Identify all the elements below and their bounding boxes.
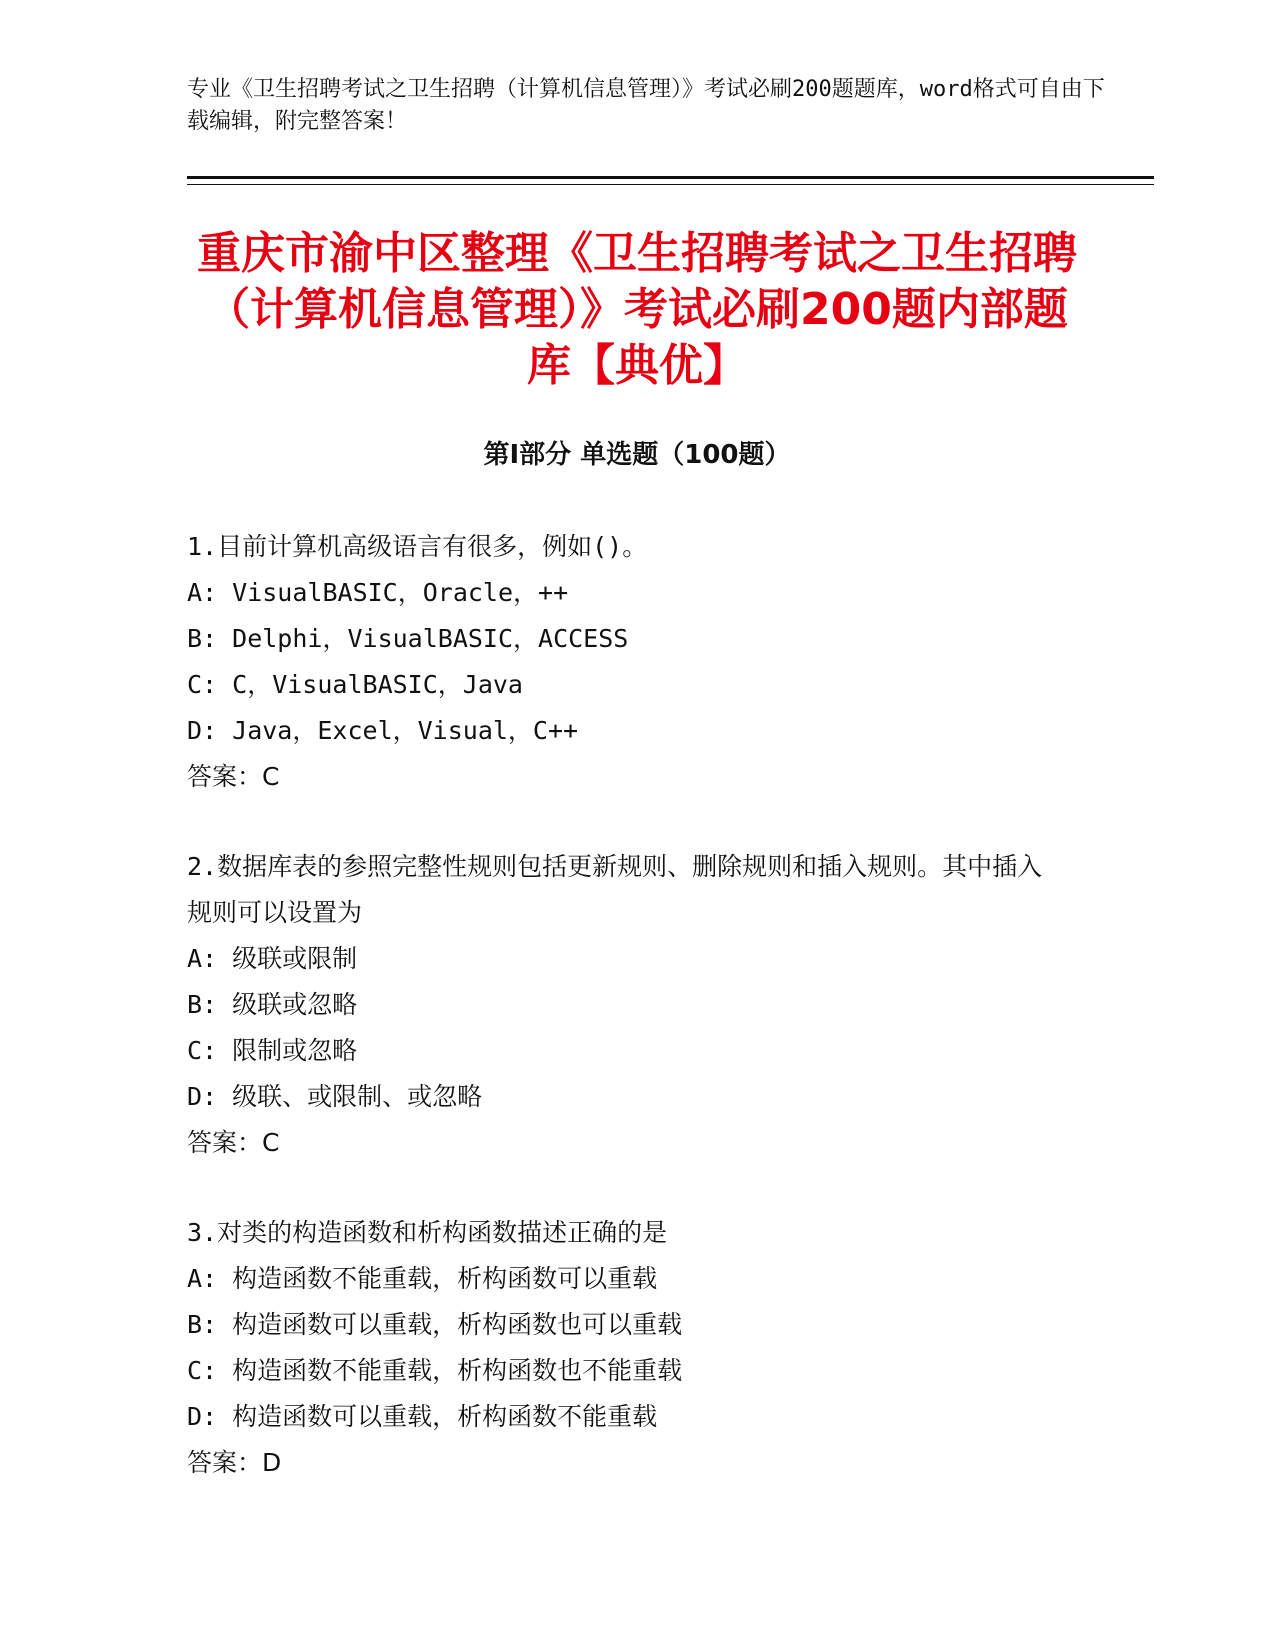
option-b: B: 构造函数可以重载，析构函数也可以重载	[187, 1310, 683, 1339]
option-c: C: C，VisualBASIC，Java	[187, 670, 523, 699]
option-c: C: 构造函数不能重载，析构函数也不能重载	[187, 1356, 683, 1385]
option-a: A: VisualBASIC，Oracle，++	[187, 578, 569, 607]
answer: 答案：C	[187, 762, 280, 791]
question-2	[187, 844, 1067, 1166]
question-list	[187, 524, 1067, 1530]
answer: 答案：D	[187, 1448, 282, 1477]
question-stem: 2.数据库表的参照完整性规则包括更新规则、删除规则和插入规则。其中插入规则可以设置为	[187, 852, 1043, 927]
option-d: D: 构造函数可以重载，析构函数不能重载	[187, 1402, 658, 1431]
option-a: A: 构造函数不能重载，析构函数可以重载	[187, 1264, 658, 1293]
question-stem: 1.目前计算机高级语言有很多，例如()。	[187, 532, 648, 561]
option-b: B: Delphi，VisualBASIC，ACCESS	[187, 624, 629, 653]
header-divider-thick	[187, 176, 1154, 179]
answer: 答案：C	[187, 1128, 280, 1157]
question-3	[187, 1210, 1067, 1486]
document-title: 重庆市渝中区整理《卫生招聘考试之卫生招聘（计算机信息管理）》考试必刷200题内部题库【典优】	[197, 228, 1077, 391]
option-b: B: 级联或忽略	[187, 990, 358, 1019]
section-heading: 第Ⅰ部分 单选题（100题）	[483, 440, 791, 470]
question-stem: 3.对类的构造函数和析构函数描述正确的是	[187, 1218, 668, 1247]
option-c: C: 限制或忽略	[187, 1036, 358, 1065]
question-1	[187, 524, 1067, 800]
option-d: D: Java，Excel，Visual，C++	[187, 716, 579, 745]
header-note: 专业《卫生招聘考试之卫生招聘（计算机信息管理）》考试必刷200题题库，word格式可自由下载编辑，附完整答案！	[187, 77, 1105, 134]
header-divider-thin	[187, 184, 1154, 185]
option-d: D: 级联、或限制、或忽略	[187, 1082, 483, 1111]
option-a: A: 级联或限制	[187, 944, 358, 973]
